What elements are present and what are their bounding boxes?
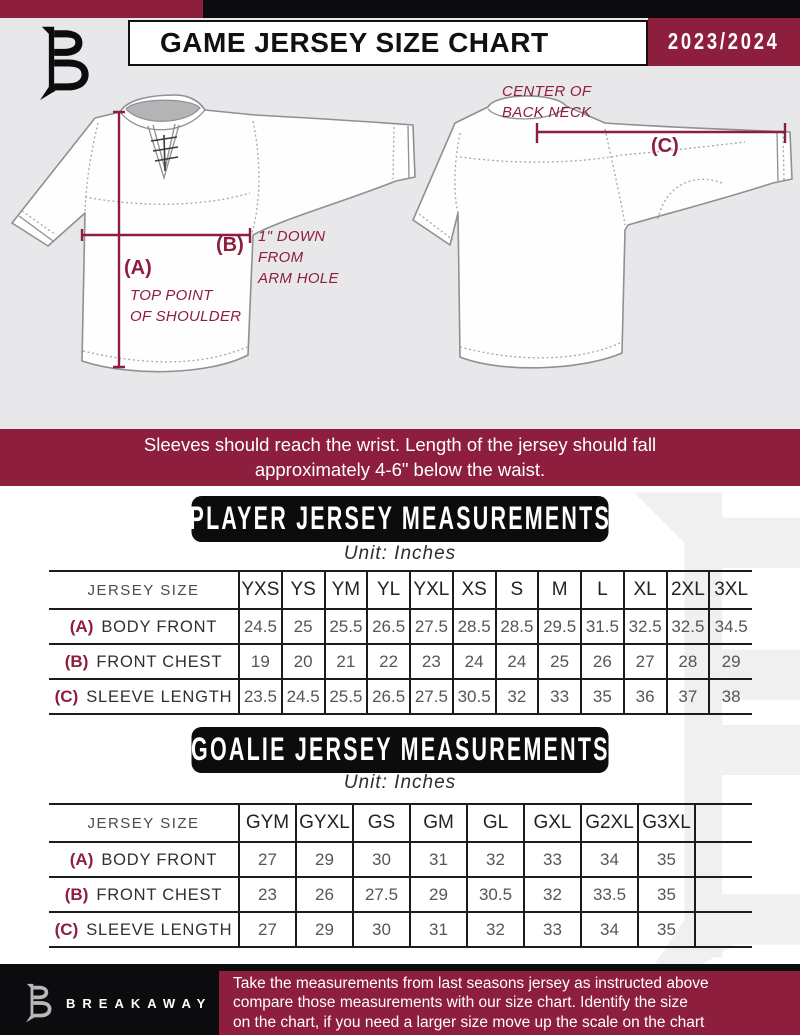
- row-label-text: SLEEVE LENGTH: [86, 920, 233, 939]
- measurement-value-cell: 31: [410, 842, 467, 877]
- measurement-value-cell: 26: [296, 877, 353, 912]
- size-column-header: L: [581, 571, 624, 609]
- measurement-value-cell: 32: [496, 679, 539, 714]
- measurement-value-cell: 34.5: [709, 609, 752, 644]
- measurement-value-cell: 32.5: [624, 609, 667, 644]
- measurement-value-cell: 33.5: [581, 877, 638, 912]
- measurement-value-cell: 27: [239, 842, 296, 877]
- marker-a: (A): [124, 257, 152, 279]
- size-column-header: GYXL: [296, 804, 353, 842]
- top-accent-bar-maroon: [0, 0, 203, 18]
- note-line: 1" DOWN: [258, 228, 326, 245]
- footer-line: Take the measurements from last seasons jersey as instructed above: [233, 974, 709, 992]
- measurement-row-label: [49, 842, 239, 877]
- measurement-value-cell: 29: [296, 842, 353, 877]
- size-column-header: S: [496, 571, 539, 609]
- player-measurements-table: [49, 570, 752, 715]
- note-line: OF SHOULDER: [130, 308, 242, 325]
- footer-instructions: [219, 971, 800, 1035]
- row-label-text: BODY FRONT: [101, 617, 218, 636]
- row-label-text: FRONT CHEST: [96, 652, 223, 671]
- footer-brand: [0, 971, 219, 1035]
- size-column-header: GL: [467, 804, 524, 842]
- goalie-unit-label: Unit: Inches: [343, 772, 457, 793]
- measurement-value-cell: 25: [538, 644, 581, 679]
- size-column-header: G3XL: [638, 804, 695, 842]
- measurement-value-cell: 30: [353, 842, 410, 877]
- brand-name: BREAKAWAY: [66, 995, 213, 1011]
- front-jersey-diagram: [10, 85, 420, 405]
- fit-note-line: Sleeves should reach the wrist. Length of the jersey should fall: [143, 434, 657, 455]
- measurement-value-cell: 27: [239, 912, 296, 947]
- goalie-section-title: GOALIE JERSEY MEASUREMENTS: [190, 731, 610, 768]
- note-line: ARM HOLE: [258, 270, 339, 287]
- back-jersey-diagram: [400, 85, 800, 395]
- measurement-value-cell: 22: [367, 644, 410, 679]
- row-marker: (B): [64, 651, 89, 671]
- measurement-value-cell: 25: [282, 609, 325, 644]
- measurement-value-cell: 27.5: [353, 877, 410, 912]
- measurement-value-cell: 27.5: [410, 679, 453, 714]
- page-title-text: GAME JERSEY SIZE CHART: [160, 27, 549, 58]
- measurement-value-cell: 33: [524, 912, 581, 947]
- footer-line: on the chart, if you need a larger size move up the scale on the chart: [233, 1013, 705, 1031]
- footer-line: compare those measurements with our size chart. Identify the size: [233, 994, 688, 1012]
- fit-note-banner: [0, 429, 800, 486]
- size-column-header: GYM: [239, 804, 296, 842]
- breakaway-logo-icon: [22, 983, 54, 1023]
- measurement-value-cell: 21: [325, 644, 368, 679]
- measurement-value-cell: 38: [709, 679, 752, 714]
- size-column-header: GS: [353, 804, 410, 842]
- size-column-header: 3XL: [709, 571, 752, 609]
- empty-header-cell: [695, 804, 752, 842]
- empty-value-cell: [695, 842, 752, 877]
- measurement-value-cell: 33: [538, 679, 581, 714]
- goalie-section-header: [192, 727, 609, 773]
- row-marker: (A): [69, 616, 94, 636]
- row-marker: (C): [54, 919, 79, 939]
- measurement-row-label: [49, 877, 239, 912]
- measurement-value-cell: 34: [581, 842, 638, 877]
- size-column-header: M: [538, 571, 581, 609]
- measurement-value-cell: 26.5: [367, 609, 410, 644]
- measurement-value-cell: 28: [667, 644, 710, 679]
- season-badge-text: 2023/2024: [668, 28, 780, 55]
- center-of-back-neck-note: [502, 81, 591, 123]
- measurement-value-cell: 28.5: [496, 609, 539, 644]
- size-column-header: GXL: [524, 804, 581, 842]
- measurement-value-cell: 25.5: [325, 679, 368, 714]
- measurement-value-cell: 31.5: [581, 609, 624, 644]
- measurement-value-cell: 35: [581, 679, 624, 714]
- measurement-value-cell: 37: [667, 679, 710, 714]
- player-section-header: [189, 496, 611, 542]
- season-badge: [648, 18, 800, 66]
- measurement-value-cell: 32.5: [667, 609, 710, 644]
- marker-c: (C): [651, 135, 679, 157]
- player-unit-label: Unit: Inches: [343, 543, 457, 564]
- fit-note-line: approximately 4-6" below the waist.: [254, 459, 546, 480]
- measurement-row-label: [49, 679, 239, 714]
- size-column-header: YXL: [410, 571, 453, 609]
- measurement-value-cell: 35: [638, 912, 695, 947]
- measurement-value-cell: 27.5: [410, 609, 453, 644]
- measurement-value-cell: 35: [638, 842, 695, 877]
- measurement-value-cell: 30: [353, 912, 410, 947]
- measurement-value-cell: 24: [453, 644, 496, 679]
- measurement-row-label: [49, 644, 239, 679]
- size-column-header: YXS: [239, 571, 282, 609]
- measurement-value-cell: 26: [581, 644, 624, 679]
- measurement-value-cell: 29: [296, 912, 353, 947]
- measurement-value-cell: 34: [581, 912, 638, 947]
- measurement-value-cell: 30.5: [453, 679, 496, 714]
- size-column-header: XS: [453, 571, 496, 609]
- row-marker: (A): [69, 849, 94, 869]
- size-column-header: YS: [282, 571, 325, 609]
- row-label-text: BODY FRONT: [101, 850, 218, 869]
- row-label-text: SLEEVE LENGTH: [86, 687, 233, 706]
- measurement-value-cell: 23: [239, 877, 296, 912]
- size-column-header: YL: [367, 571, 410, 609]
- measurement-value-cell: 29.5: [538, 609, 581, 644]
- measurement-value-cell: 24: [496, 644, 539, 679]
- measurement-value-cell: 19: [239, 644, 282, 679]
- measurement-value-cell: 32: [467, 912, 524, 947]
- note-line: BACK NECK: [502, 104, 592, 121]
- empty-value-cell: [695, 877, 752, 912]
- jersey-size-corner-label: JERSEY SIZE: [49, 804, 239, 842]
- player-section-title: PLAYER JERSEY MEASUREMENTS: [189, 500, 611, 537]
- measurement-value-cell: 23.5: [239, 679, 282, 714]
- measurement-value-cell: 33: [524, 842, 581, 877]
- measurement-value-cell: 35: [638, 877, 695, 912]
- arm-hole-note: [258, 226, 339, 289]
- row-marker: (C): [54, 686, 79, 706]
- measurement-value-cell: 27: [624, 644, 667, 679]
- marker-b: (B): [216, 234, 244, 256]
- measurement-value-cell: 23: [410, 644, 453, 679]
- size-column-header: GM: [410, 804, 467, 842]
- measurement-value-cell: 28.5: [453, 609, 496, 644]
- measurement-value-cell: 26.5: [367, 679, 410, 714]
- measurement-value-cell: 36: [624, 679, 667, 714]
- size-column-header: YM: [325, 571, 368, 609]
- size-column-header: XL: [624, 571, 667, 609]
- measurement-value-cell: 31: [410, 912, 467, 947]
- measurement-value-cell: 30.5: [467, 877, 524, 912]
- measurement-value-cell: 29: [709, 644, 752, 679]
- measurement-value-cell: 32: [524, 877, 581, 912]
- measurement-value-cell: 24.5: [282, 679, 325, 714]
- measurement-row-label: [49, 912, 239, 947]
- jersey-size-corner-label: JERSEY SIZE: [49, 571, 239, 609]
- note-line: CENTER OF: [502, 83, 592, 100]
- top-accent-bar-black: [203, 0, 800, 20]
- measurement-row-label: [49, 609, 239, 644]
- size-column-header: G2XL: [581, 804, 638, 842]
- measurement-value-cell: 24.5: [239, 609, 282, 644]
- row-marker: (B): [64, 884, 89, 904]
- measurement-value-cell: 20: [282, 644, 325, 679]
- note-line: FROM: [258, 249, 304, 266]
- measurement-value-cell: 32: [467, 842, 524, 877]
- measurement-value-cell: 25.5: [325, 609, 368, 644]
- goalie-measurements-table: [49, 803, 752, 948]
- shoulder-note: [130, 285, 241, 327]
- empty-value-cell: [695, 912, 752, 947]
- note-line: TOP POINT: [130, 287, 213, 304]
- row-label-text: FRONT CHEST: [96, 885, 223, 904]
- measurement-value-cell: 29: [410, 877, 467, 912]
- size-column-header: 2XL: [667, 571, 710, 609]
- page-title: [128, 20, 648, 66]
